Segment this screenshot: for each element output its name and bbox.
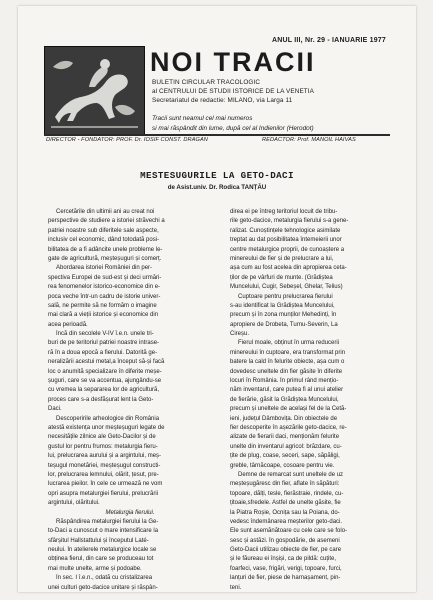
text-line: unelte din inventarul agricol: brăzdare, cu- <box>230 443 342 450</box>
text-line: gustul lor pentru frumos: metalurgia fieru- <box>48 443 158 450</box>
text-line: sală, ne permite să ne formăm o imagine <box>48 302 157 309</box>
text-line: de fierărie, găsit la Grădiștea Muncelului, <box>230 396 339 403</box>
article-title: MESTESUGURILE LA GETO-DACI <box>140 170 294 181</box>
text-line: lui, prelucrarea aurului și a argintului, meș- <box>48 453 162 460</box>
text-line: minereului de fier și de prelucrare a lui, <box>230 255 334 262</box>
text-line: meșteșugăresc din fier, aflate în săpături: <box>230 481 340 488</box>
text-line: topoare, dălți, tesle, fierăstraie, rindele, cu- <box>230 490 344 497</box>
text-line: Ele sunt asemănătoare cu cele care se folo- <box>230 528 348 535</box>
text-line: Daci. <box>48 406 62 413</box>
text-line: În sec. I î.e.n., odată cu cristalizarea <box>56 575 153 582</box>
secretariat-address: Secretariatul de redactie: MILANO, via Larga 11 <box>152 97 293 104</box>
text-line: necesitățile zilnice ale Geto-Dacilor și de <box>48 434 156 441</box>
text-line: la Piatra Roșie, Ocnița sau la Poiana, do- <box>230 509 340 516</box>
text-line: opri asupra metalurgiei fierului, prelucrării <box>48 490 159 497</box>
masthead-rule <box>44 134 390 136</box>
text-line: țite de plug, coase, seceri, sape, săpăligi, <box>230 453 340 460</box>
text-line: Abordarea istoriei României din per- <box>56 265 153 272</box>
text-line: minereului în cuptoare, era transformat prin <box>230 349 346 356</box>
text-line: locuri în România. În primul rând mențio- <box>230 378 339 385</box>
text-line: mai multe unelte, arme și podoabe. <box>48 565 142 572</box>
text-line: neralizării acestui metal,a început să-și facă <box>48 359 165 366</box>
text-line: ră în a doua epocă a fierului. Datorită ge- <box>48 349 158 356</box>
text-line: precum și în zona munților Mehedinți, în <box>230 312 337 319</box>
text-line: proces care s-a desfășurat lent la Geto- <box>48 396 154 403</box>
text-line: lanțuri de fier, piese de harnașament, pin- <box>230 575 341 582</box>
text-line: rile geto-dacice, metalurgia fierului s-a gene- <box>230 218 349 225</box>
text-line: atestă existența unor meșteșuguri legate de <box>48 424 165 431</box>
text-line: apropiere de Drobeta, Turnu-Severin, La <box>230 321 338 328</box>
editor-credit: REDACTOR: Prof. MANOIL HAIVAS <box>262 137 356 143</box>
text-line: teni. <box>230 584 242 591</box>
text-line: Cuptoare pentru prelucrarea fierului <box>238 293 333 300</box>
text-line: dovedesc uneltele din fier găsite în diferite <box>230 368 343 375</box>
text-line: Cireșu. <box>230 331 250 338</box>
text-line: șuguri, care se va accentua, ajungându-se <box>48 378 162 385</box>
text-line: Încă din secolele V-IV î.e.n. unele tri- <box>56 331 154 338</box>
center-subtitle: al CENTRULUI DE STUDII ISTORICE DE LA VENETIA <box>152 88 315 95</box>
text-line: rea fenomenelor istorico-economice din e- <box>48 284 161 291</box>
motto-line-1: Tracii sunt neamul cel mai numeros <box>152 115 253 122</box>
text-line: greble, târnăcoape, cosoare pentru vie. <box>230 462 335 469</box>
text-line: bilitatea de a fi adâncite unele probleme le- <box>48 246 163 253</box>
text-line: și le făureau ei înșiși, ca de pildă: cuțite, <box>230 556 337 563</box>
text-line: ților de pe vârfuri de munte. (Grădiștea <box>230 274 333 281</box>
text-line: direa ei pe întreg teritoriul locuit de tribu- <box>230 209 338 215</box>
text-line: to-Daci a cunoscut o mare intensificare la <box>48 528 159 535</box>
text-line: cu vremea la separarea lor de agricultură, <box>48 387 160 394</box>
text-line: lucrarea pieilor. În cele ce urmează ne vom <box>48 481 163 488</box>
motto-line-2: si mai răspândit din lume, după cel al Indienilor (Herodot) <box>152 125 314 132</box>
text-line: foarfeci, vase, frigări, verigi, topoare, furci, <box>230 565 342 572</box>
text-line: năm inventarul, care putea fi al unui atelier <box>230 387 344 394</box>
text-line: ralizat. Cunoștințele tehnologice asimilate <box>230 227 341 234</box>
text-line: neului. În atelierele metalurgice locale se <box>48 547 157 554</box>
text-line: buri de pe teritoriul patriei noastre intrase- <box>48 340 160 347</box>
director-credit: DIRECTOR - FONDATOR: PROF. Dr. IOSIF CONST. DRAGAN <box>46 137 208 143</box>
text-line: poca veche într-un cadru de istorie univer- <box>48 293 161 300</box>
text-line: așa cum au fost acelea din apropierea ceta- <box>230 265 347 272</box>
text-line: unei culturi geto-dacice unitare și răspân- <box>48 584 158 591</box>
text-line: Muncelului, Cugir, Sebeșel, Ghelar, Telius) <box>230 284 343 291</box>
text-line: Fierul moale, obținut în urma reducerii <box>238 340 340 347</box>
text-line: perspective de studiere a istoriei străvechi a <box>48 218 165 225</box>
text-line: patriei noastre sub diferitele sale aspecte, <box>48 227 159 234</box>
text-line: alizate de fierarii daci, menționăm felurite <box>230 434 340 441</box>
text-line: Descoperirile arheologice din România <box>56 415 160 422</box>
text-line: teșugul monetăriei, meșteșugul constructi- <box>48 462 161 469</box>
text-line: Geto-Dacii utilizau obiecte de fier, pe care <box>230 547 342 554</box>
text-line: fier descoperite în așezările geto-dacice, re- <box>230 424 347 431</box>
text-line: spectiva Europei de sud-est și deci urmări- <box>48 274 162 281</box>
text-line: gate de agricultură, meșteșuguri și comerț. <box>48 255 162 262</box>
text-line: vedesc îndemânarea meșterilor geto-daci. <box>230 518 343 525</box>
text-line: centre metalurgice proprii, de cunoaștere a <box>230 246 345 253</box>
article-column-left <box>48 208 212 593</box>
text-line: mai clară a vieții istorice și economice din <box>48 312 159 319</box>
text-line: acea perioadă. <box>48 321 88 328</box>
article-column-right <box>230 208 394 593</box>
text-line: Metalurgia fierului. <box>105 509 155 516</box>
text-line: țitoaie,sfredele. Astfel de unelte găsite, fie <box>230 500 341 507</box>
horseman-relief-icon <box>45 47 144 134</box>
article-byline: de Asist.univ. Dr. Rodica TANȚĂU <box>167 184 267 191</box>
text-line: sfârșitul Hallstattului și începutul Laté- <box>48 537 149 544</box>
text-line: sesc și astăzi. În gospodărie, de asemeni <box>230 537 340 544</box>
issue-number: ANUL III, Nr. 29 - IANUARIE 1977 <box>271 37 386 44</box>
text-line: Demne de remarcat sunt uneltele de uz <box>238 471 344 478</box>
text-line: loc o anumită specializare în diferite meșe- <box>48 368 162 375</box>
text-line: Cercetările din ultimii ani au creat noi <box>56 209 155 215</box>
text-line: lor, prelucrarea lemnului, olărit, țesut, pre- <box>48 471 159 478</box>
publication-title: NOI TRACII <box>150 47 316 77</box>
masthead-logo <box>44 46 145 135</box>
text-line: precum și uneltele de același fel de la Cetă- <box>230 406 347 413</box>
text-line: s-au identificat la Grădiștea Muncelului, <box>230 302 335 309</box>
text-line: obținea fierul, din care se produceau tot <box>48 556 154 563</box>
text-line: argintului, olăritului. <box>48 500 100 507</box>
text-line: batere la cald în felurite obiecte, așa cum o <box>230 359 345 366</box>
text-line: Răspândirea metalurgiei fierului la Ge- <box>56 518 159 525</box>
text-line: ieni, județul Dâmbovița. Din obiectele de <box>230 415 338 422</box>
text-line: inclusiv cel economic, dând totodată posi- <box>48 237 160 244</box>
bulletin-subtitle: BULETIN CIRCULAR TRACOLOGIC <box>152 79 261 86</box>
text-line: treptat au dat posibilitatea întemeierii unor <box>230 237 342 244</box>
